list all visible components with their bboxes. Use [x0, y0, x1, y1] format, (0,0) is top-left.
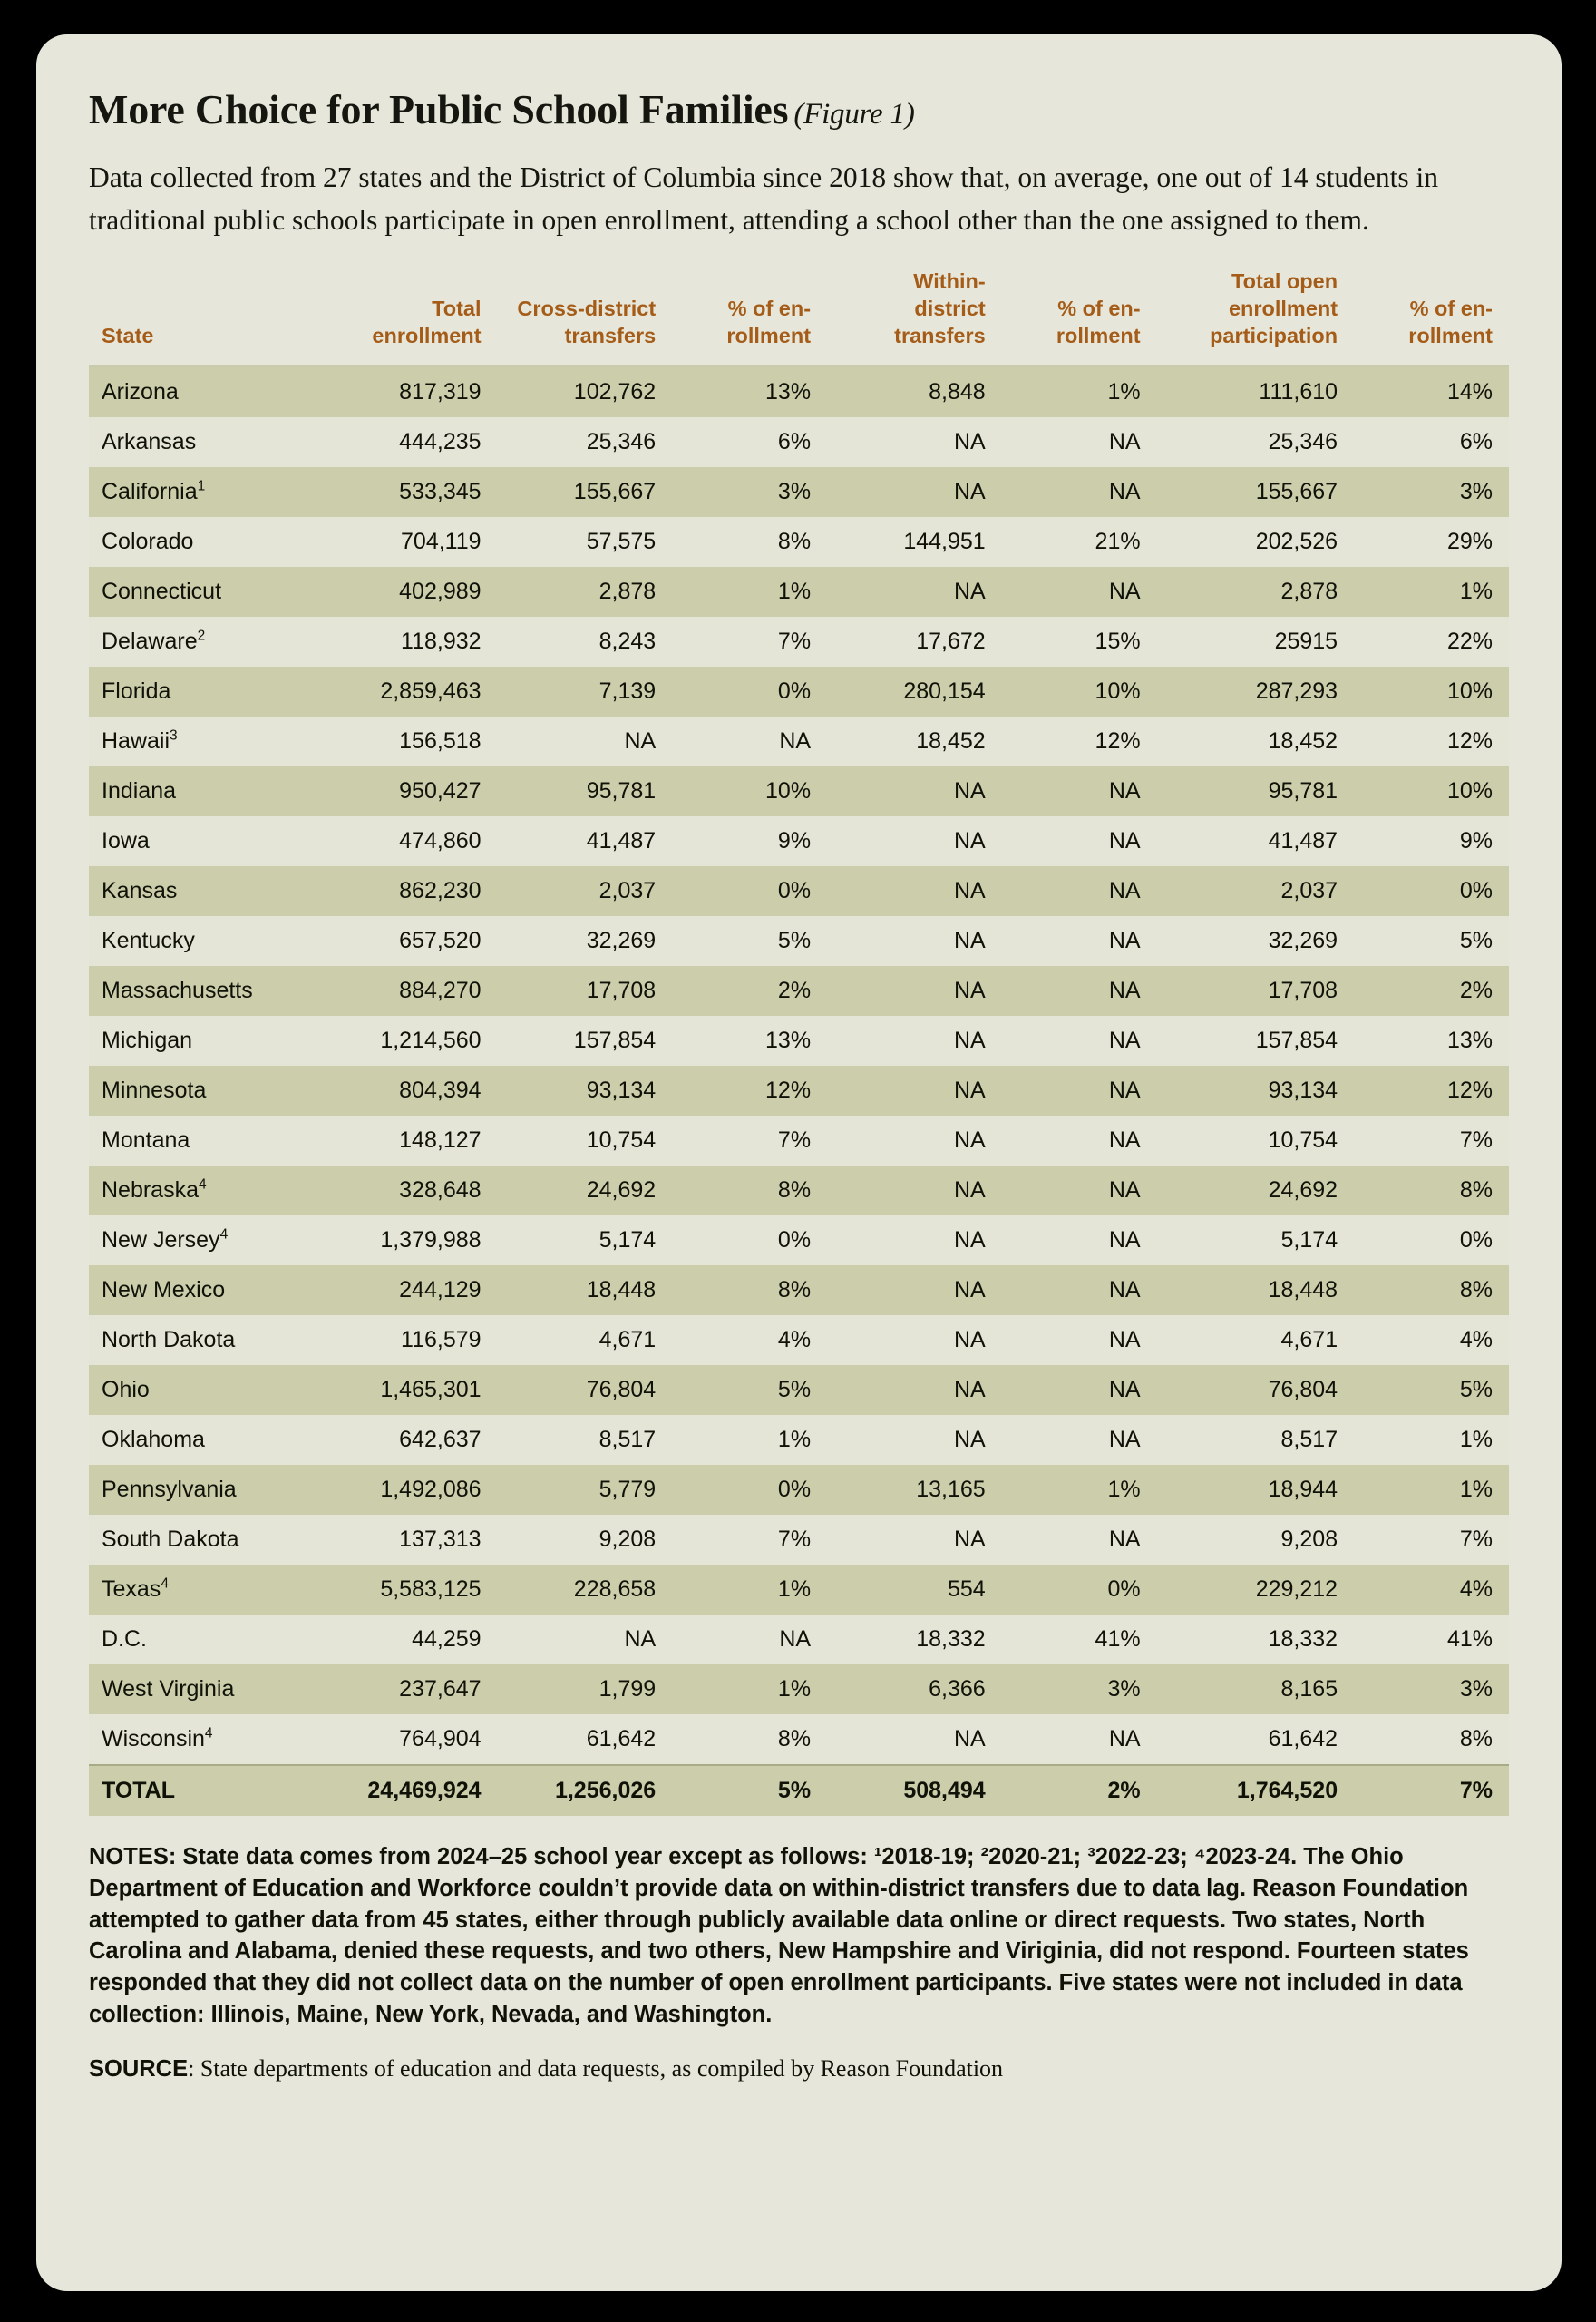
cell-cross-pct: 8% [672, 1265, 827, 1315]
cell-total-open: 25,346 [1157, 417, 1355, 467]
cell-within-pct: 0% [1002, 1565, 1157, 1615]
cell-total-open: 157,854 [1157, 1016, 1355, 1066]
table-row [89, 966, 1509, 1016]
cell-total-enrollment: 148,127 [323, 1116, 498, 1166]
cell-cross-pct: 7% [672, 1515, 827, 1565]
footnote-marker: 1 [197, 478, 206, 494]
cell-open-pct: 29% [1354, 517, 1509, 567]
cell-open-pct: 4% [1354, 1565, 1509, 1615]
cell-within-district: NA [827, 966, 1002, 1016]
cell-within-pct: NA [1002, 1116, 1157, 1166]
cell-cross-pct: 1% [672, 1664, 827, 1714]
cell-cross-pct: 8% [672, 1714, 827, 1765]
table-row [89, 567, 1509, 617]
column-header-total-enrollment: Total enrollment [323, 268, 498, 360]
cell-total-enrollment: 244,129 [323, 1265, 498, 1315]
cell-within-district: NA [827, 1116, 1002, 1166]
cell-state: Hawaii$^3$ [89, 717, 323, 766]
cell-open-pct: 10% [1354, 667, 1509, 717]
cell-cross-pct: 6% [672, 417, 827, 467]
cell-cross-district: 93,134 [498, 1066, 673, 1116]
cell-within-pct: NA [1002, 1215, 1157, 1265]
cell-total-enrollment: 804,394 [323, 1066, 498, 1116]
table-row [89, 916, 1509, 966]
cell-total-open: 32,269 [1157, 916, 1355, 966]
table-row [89, 766, 1509, 816]
notes-text: State data comes from 2024–25 school year except as follows: ¹2018-19; ²2020-21; ³2022-23; ⁴2023-24. The Ohio Department of Education and Workforce couldn’t provide data on within-district transfers due to data lag. Reason Foundation attempted to gather data from 45 states, either through publicly available data online or direct requests. Two states, North Carolina and Alabama, denied these requests, and two others, New Hampshire and Viriginia, did not respond. Fourteen states responded that they did not collect data on the number of open enrollment participants. Five states were not included in data collection: Illinois, Maine, New York, Nevada, and Washington. [89, 1844, 1469, 2027]
cell-total-open: 25915 [1157, 617, 1355, 667]
column-header-total-open-pct: % of en- rollment [1354, 268, 1509, 360]
cell-cross-pct: 10% [672, 766, 827, 816]
table-row [89, 366, 1509, 418]
table-header-row [89, 268, 1509, 360]
cell-cross-district: 102,762 [498, 366, 673, 418]
cell-total-open: 18,332 [1157, 1615, 1355, 1664]
cell-open-pct: 12% [1354, 1066, 1509, 1116]
cell-total-enrollment: 884,270 [323, 966, 498, 1016]
cell-total-open: 18,452 [1157, 717, 1355, 766]
table-row [89, 667, 1509, 717]
figure-source [89, 2054, 1509, 2084]
cell-total-enrollment: 24,469,924 [323, 1765, 498, 1816]
cell-open-pct: 13% [1354, 1016, 1509, 1066]
cell-within-district: 6,366 [827, 1664, 1002, 1714]
cell-within-district: 554 [827, 1565, 1002, 1615]
column-header-state: State [89, 268, 323, 360]
cell-total-enrollment: 237,647 [323, 1664, 498, 1714]
cell-open-pct: 22% [1354, 617, 1509, 667]
table-row [89, 1465, 1509, 1515]
cell-within-district: 280,154 [827, 667, 1002, 717]
cell-total-open: 229,212 [1157, 1565, 1355, 1615]
table-row [89, 467, 1509, 517]
cell-cross-district: NA [498, 717, 673, 766]
cell-within-pct: NA [1002, 567, 1157, 617]
cell-total-open: 18,448 [1157, 1265, 1355, 1315]
cell-within-district: NA [827, 1415, 1002, 1465]
cell-state: Arkansas [89, 417, 323, 467]
cell-cross-pct: 0% [672, 1215, 827, 1265]
cell-cross-pct: 5% [672, 1365, 827, 1415]
cell-open-pct: 1% [1354, 1465, 1509, 1515]
cell-total-open: 8,517 [1157, 1415, 1355, 1465]
cell-total-enrollment: 1,214,560 [323, 1016, 498, 1066]
cell-total-enrollment: 950,427 [323, 766, 498, 816]
cell-cross-district: 7,139 [498, 667, 673, 717]
cell-total-open: 93,134 [1157, 1066, 1355, 1116]
cell-state: Nebraska$^4$ [89, 1166, 323, 1215]
cell-open-pct: 7% [1354, 1515, 1509, 1565]
cell-open-pct: 12% [1354, 717, 1509, 766]
cell-cross-district: 10,754 [498, 1116, 673, 1166]
cell-state: Minnesota [89, 1066, 323, 1116]
cell-state: Kansas [89, 866, 323, 916]
cell-within-district: NA [827, 1515, 1002, 1565]
cell-within-pct: NA [1002, 766, 1157, 816]
cell-cross-district: 17,708 [498, 966, 673, 1016]
figure-inner [36, 34, 1562, 2084]
cell-cross-district: 57,575 [498, 517, 673, 567]
cell-cross-pct: 4% [672, 1315, 827, 1365]
cell-within-district: NA [827, 467, 1002, 517]
cell-cross-pct: 0% [672, 1465, 827, 1515]
cell-state: Ohio [89, 1365, 323, 1415]
cell-within-district: NA [827, 1066, 1002, 1116]
cell-within-pct: NA [1002, 866, 1157, 916]
cell-state: South Dakota [89, 1515, 323, 1565]
table-row [89, 1116, 1509, 1166]
cell-state: North Dakota [89, 1315, 323, 1365]
cell-cross-pct: 1% [672, 1415, 827, 1465]
cell-within-pct: NA [1002, 1415, 1157, 1465]
table-row [89, 1315, 1509, 1365]
cell-cross-pct: 3% [672, 467, 827, 517]
cell-within-pct: 1% [1002, 1465, 1157, 1515]
cell-cross-pct: 0% [672, 667, 827, 717]
cell-total-enrollment: 704,119 [323, 517, 498, 567]
cell-total-open: 2,037 [1157, 866, 1355, 916]
page-title [89, 87, 1509, 133]
column-header-cross-district-transfers: Cross-district transfers [498, 268, 673, 360]
cell-open-pct: 8% [1354, 1265, 1509, 1315]
cell-cross-pct: 13% [672, 1016, 827, 1066]
cell-within-pct: NA [1002, 966, 1157, 1016]
cell-total-open: 155,667 [1157, 467, 1355, 517]
cell-total-open: 76,804 [1157, 1365, 1355, 1415]
figure-number-label: (Figure 1) [793, 98, 915, 131]
cell-open-pct: 4% [1354, 1315, 1509, 1365]
cell-total-enrollment: 402,989 [323, 567, 498, 617]
cell-state: Wisconsin$^4$ [89, 1714, 323, 1765]
cell-cross-pct: 5% [672, 916, 827, 966]
cell-total-enrollment: 118,932 [323, 617, 498, 667]
cell-open-pct: 7% [1354, 1765, 1509, 1816]
table-body [89, 366, 1509, 1817]
cell-cross-pct: 2% [672, 966, 827, 1016]
cell-total-enrollment: 444,235 [323, 417, 498, 467]
cell-state: D.C. [89, 1615, 323, 1664]
cell-total-open: 8,165 [1157, 1664, 1355, 1714]
cell-within-pct: 10% [1002, 667, 1157, 717]
cell-total-open: 10,754 [1157, 1116, 1355, 1166]
table-row [89, 617, 1509, 667]
table-row [89, 1265, 1509, 1315]
cell-state: Montana [89, 1116, 323, 1166]
cell-within-district: NA [827, 417, 1002, 467]
cell-within-district: NA [827, 816, 1002, 866]
cell-state: Delaware$^2$ [89, 617, 323, 667]
cell-state: New Jersey$^4$ [89, 1215, 323, 1265]
cell-total-enrollment: 474,860 [323, 816, 498, 866]
table-header [89, 268, 1509, 366]
cell-within-pct: NA [1002, 467, 1157, 517]
cell-cross-district: 2,037 [498, 866, 673, 916]
cell-within-district: 17,672 [827, 617, 1002, 667]
cell-within-pct: NA [1002, 1066, 1157, 1116]
cell-cross-district: 41,487 [498, 816, 673, 866]
cell-within-district: NA [827, 1714, 1002, 1765]
source-label: SOURCE [89, 2056, 189, 2083]
cell-open-pct: 9% [1354, 816, 1509, 866]
cell-open-pct: 1% [1354, 567, 1509, 617]
cell-within-pct: NA [1002, 816, 1157, 866]
cell-cross-pct: 7% [672, 1116, 827, 1166]
cell-within-district: NA [827, 766, 1002, 816]
table-row [89, 1565, 1509, 1615]
cell-cross-district: 95,781 [498, 766, 673, 816]
cell-total-enrollment: 533,345 [323, 467, 498, 517]
cell-cross-district: 25,346 [498, 417, 673, 467]
notes-label: NOTES: [89, 1844, 177, 1870]
cell-cross-pct: 12% [672, 1066, 827, 1116]
cell-cross-pct: 8% [672, 1166, 827, 1215]
cell-cross-district: 5,779 [498, 1465, 673, 1515]
column-header-total-open-participation: Total open enrollment participation [1157, 268, 1355, 360]
cell-open-pct: 7% [1354, 1116, 1509, 1166]
source-text: : State departments of education and data requests, as compiled by Reason Foundation [188, 2055, 1004, 2083]
table-row [89, 417, 1509, 467]
table-row [89, 1664, 1509, 1714]
cell-within-district: 18,332 [827, 1615, 1002, 1664]
cell-cross-district: 1,256,026 [498, 1765, 673, 1816]
cell-state: Pennsylvania [89, 1465, 323, 1515]
column-header-cross-district-pct: % of en- rollment [672, 268, 827, 360]
cell-open-pct: 10% [1354, 766, 1509, 816]
cell-total-enrollment: 2,859,463 [323, 667, 498, 717]
cell-within-pct: 12% [1002, 717, 1157, 766]
cell-state: Massachusetts [89, 966, 323, 1016]
cell-open-pct: 6% [1354, 417, 1509, 467]
cell-open-pct: 8% [1354, 1714, 1509, 1765]
footnote-marker: 4 [219, 1226, 229, 1243]
cell-total-open: 202,526 [1157, 517, 1355, 567]
cell-state: Florida [89, 667, 323, 717]
cell-cross-district: 8,517 [498, 1415, 673, 1465]
footnote-marker: 4 [204, 1725, 213, 1742]
table-row [89, 866, 1509, 916]
cell-cross-district: 228,658 [498, 1565, 673, 1615]
cell-within-pct: NA [1002, 1515, 1157, 1565]
cell-state: California$^1$ [89, 467, 323, 517]
cell-total-enrollment: 817,319 [323, 366, 498, 418]
cell-total-open: 9,208 [1157, 1515, 1355, 1565]
cell-state: Kentucky [89, 916, 323, 966]
cell-total-open: 2,878 [1157, 567, 1355, 617]
column-header-within-district-pct: % of en- rollment [1002, 268, 1157, 360]
cell-total-enrollment: 116,579 [323, 1315, 498, 1365]
cell-within-pct: 21% [1002, 517, 1157, 567]
table-row [89, 1415, 1509, 1465]
table-row [89, 1515, 1509, 1565]
cell-state: Michigan [89, 1016, 323, 1066]
cell-within-pct: 41% [1002, 1615, 1157, 1664]
cell-state: TOTAL [89, 1765, 323, 1816]
cell-within-pct: NA [1002, 417, 1157, 467]
cell-cross-pct: 5% [672, 1765, 827, 1816]
table-row [89, 1066, 1509, 1116]
cell-state: Colorado [89, 517, 323, 567]
cell-cross-pct: 8% [672, 517, 827, 567]
cell-state: Connecticut [89, 567, 323, 617]
cell-within-district: NA [827, 1166, 1002, 1215]
open-enrollment-table [89, 268, 1509, 1816]
cell-open-pct: 3% [1354, 1664, 1509, 1714]
table-row [89, 1166, 1509, 1215]
cell-total-open: 1,764,520 [1157, 1765, 1355, 1816]
cell-within-district: NA [827, 916, 1002, 966]
cell-total-enrollment: 657,520 [323, 916, 498, 966]
footnote-marker: 2 [197, 628, 206, 644]
cell-cross-district: NA [498, 1615, 673, 1664]
cell-total-open: 41,487 [1157, 816, 1355, 866]
cell-state: West Virginia [89, 1664, 323, 1714]
cell-state: Iowa [89, 816, 323, 866]
column-header-within-district-transfers: Within- district transfers [827, 268, 1002, 360]
cell-within-district: NA [827, 1315, 1002, 1365]
table-row [89, 1016, 1509, 1066]
table-row [89, 1365, 1509, 1415]
cell-within-pct: 2% [1002, 1765, 1157, 1816]
cell-within-pct: NA [1002, 1365, 1157, 1415]
cell-open-pct: 0% [1354, 1215, 1509, 1265]
cell-within-district: NA [827, 1265, 1002, 1315]
cell-state: Arizona [89, 366, 323, 418]
cell-cross-pct: 1% [672, 1565, 827, 1615]
cell-within-district: NA [827, 567, 1002, 617]
cell-cross-district: 8,243 [498, 617, 673, 667]
cell-total-enrollment: 137,313 [323, 1515, 498, 1565]
cell-within-district: NA [827, 1215, 1002, 1265]
cell-within-district: 508,494 [827, 1765, 1002, 1816]
table-row [89, 717, 1509, 766]
footnote-marker: 3 [170, 727, 178, 744]
table-row [89, 1215, 1509, 1265]
cell-state: Texas$^4$ [89, 1565, 323, 1615]
cell-cross-pct: NA [672, 1615, 827, 1664]
cell-cross-pct: 1% [672, 567, 827, 617]
cell-total-enrollment: 44,259 [323, 1615, 498, 1664]
cell-within-pct: 3% [1002, 1664, 1157, 1714]
cell-cross-district: 1,799 [498, 1664, 673, 1714]
cell-state: Indiana [89, 766, 323, 816]
cell-total-open: 5,174 [1157, 1215, 1355, 1265]
cell-total-enrollment: 5,583,125 [323, 1565, 498, 1615]
footnote-marker: 4 [161, 1576, 169, 1592]
cell-cross-district: 76,804 [498, 1365, 673, 1415]
cell-total-open: 18,944 [1157, 1465, 1355, 1515]
cell-within-district: NA [827, 1016, 1002, 1066]
table-row [89, 1615, 1509, 1664]
cell-total-enrollment: 1,465,301 [323, 1365, 498, 1415]
cell-open-pct: 41% [1354, 1615, 1509, 1664]
cell-open-pct: 3% [1354, 467, 1509, 517]
cell-cross-pct: 0% [672, 866, 827, 916]
cell-cross-district: 32,269 [498, 916, 673, 966]
cell-state: Oklahoma [89, 1415, 323, 1465]
cell-total-open: 95,781 [1157, 766, 1355, 816]
cell-total-open: 4,671 [1157, 1315, 1355, 1365]
cell-cross-pct: 9% [672, 816, 827, 866]
cell-open-pct: 1% [1354, 1415, 1509, 1465]
cell-total-enrollment: 862,230 [323, 866, 498, 916]
cell-total-enrollment: 328,648 [323, 1166, 498, 1215]
cell-total-open: 111,610 [1157, 366, 1355, 418]
cell-total-open: 287,293 [1157, 667, 1355, 717]
cell-cross-district: 9,208 [498, 1515, 673, 1565]
cell-cross-pct: 13% [672, 366, 827, 418]
cell-total-enrollment: 1,379,988 [323, 1215, 498, 1265]
page-title-main: More Choice for Public School Families [89, 86, 789, 132]
cell-within-pct: 1% [1002, 366, 1157, 418]
table-total-row [89, 1765, 1509, 1816]
cell-within-pct: 15% [1002, 617, 1157, 667]
footnote-marker: 4 [199, 1176, 207, 1193]
cell-total-enrollment: 642,637 [323, 1415, 498, 1465]
cell-cross-district: 155,667 [498, 467, 673, 517]
figure-card [36, 34, 1562, 2291]
cell-open-pct: 8% [1354, 1166, 1509, 1215]
cell-open-pct: 5% [1354, 916, 1509, 966]
cell-within-district: 13,165 [827, 1465, 1002, 1515]
table-row [89, 1714, 1509, 1765]
table-row [89, 517, 1509, 567]
figure-notes [89, 1841, 1509, 2030]
cell-within-pct: NA [1002, 1714, 1157, 1765]
cell-within-district: 8,848 [827, 366, 1002, 418]
cell-total-enrollment: 1,492,086 [323, 1465, 498, 1515]
cell-within-pct: NA [1002, 1265, 1157, 1315]
cell-open-pct: 5% [1354, 1365, 1509, 1415]
cell-total-open: 24,692 [1157, 1166, 1355, 1215]
cell-cross-district: 2,878 [498, 567, 673, 617]
figure-deck: Data collected from 27 states and the District of Columbia since 2018 show that, on average, one out of 14 students in traditional public schools participate in open enrollment, attending a school other than the one assigned to them. [89, 161, 1439, 236]
cell-cross-district: 18,448 [498, 1265, 673, 1315]
cell-total-open: 17,708 [1157, 966, 1355, 1016]
cell-within-district: 18,452 [827, 717, 1002, 766]
cell-cross-district: 61,642 [498, 1714, 673, 1765]
cell-within-district: NA [827, 866, 1002, 916]
cell-within-pct: NA [1002, 1166, 1157, 1215]
cell-cross-pct: 7% [672, 617, 827, 667]
cell-cross-district: 24,692 [498, 1166, 673, 1215]
cell-cross-district: 5,174 [498, 1215, 673, 1265]
cell-within-pct: NA [1002, 1016, 1157, 1066]
cell-total-enrollment: 156,518 [323, 717, 498, 766]
cell-within-pct: NA [1002, 1315, 1157, 1365]
cell-within-pct: NA [1002, 916, 1157, 966]
cell-within-district: NA [827, 1365, 1002, 1415]
cell-cross-pct: NA [672, 717, 827, 766]
cell-cross-district: 4,671 [498, 1315, 673, 1365]
cell-state: New Mexico [89, 1265, 323, 1315]
table-row [89, 816, 1509, 866]
cell-open-pct: 14% [1354, 366, 1509, 418]
cell-open-pct: 2% [1354, 966, 1509, 1016]
cell-within-district: 144,951 [827, 517, 1002, 567]
cell-cross-district: 157,854 [498, 1016, 673, 1066]
cell-total-enrollment: 764,904 [323, 1714, 498, 1765]
cell-total-open: 61,642 [1157, 1714, 1355, 1765]
cell-open-pct: 0% [1354, 866, 1509, 916]
